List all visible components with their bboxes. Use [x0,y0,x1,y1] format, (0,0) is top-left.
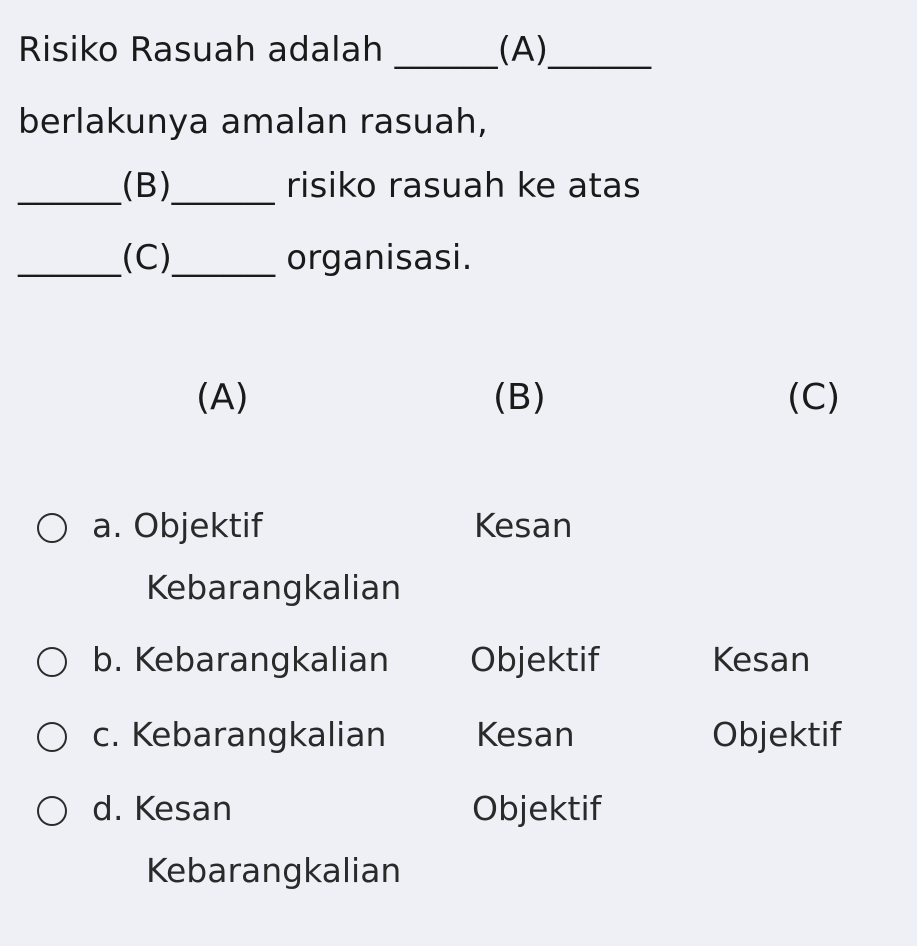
column-header-b: (B) [493,377,546,418]
option-b-col2: Objektif [470,640,600,679]
option-c-col1: c. Kebarangkalian [92,715,387,754]
column-header-a: (A) [196,377,249,418]
radio-button-b[interactable] [37,647,67,677]
option-d-col3: Kebarangkalian [146,851,402,890]
option-c-col2: Kesan [476,715,575,754]
option-d-col1: d. Kesan [92,789,233,828]
question-line-4: ______(C)______ organisasi. [18,238,473,278]
option-a-col2: Kesan [474,506,573,545]
radio-button-a[interactable] [37,513,67,543]
column-header-c: (C) [787,377,841,418]
question-line-1: Risiko Rasuah adalah ______(A)______ [18,30,652,70]
question-line-3: ______(B)______ risiko rasuah ke atas [18,166,641,206]
radio-button-c[interactable] [37,722,67,752]
option-a-col1: a. Objektif [92,506,263,545]
option-a-col3: Kebarangkalian [146,568,402,607]
option-b-col1: b. Kebarangkalian [92,640,390,679]
radio-button-d[interactable] [37,796,67,826]
option-c-col3: Objektif [712,715,842,754]
option-b-col3: Kesan [712,640,811,679]
question-line-2: berlakunya amalan rasuah, [18,102,488,142]
option-d-col2: Objektif [472,789,602,828]
